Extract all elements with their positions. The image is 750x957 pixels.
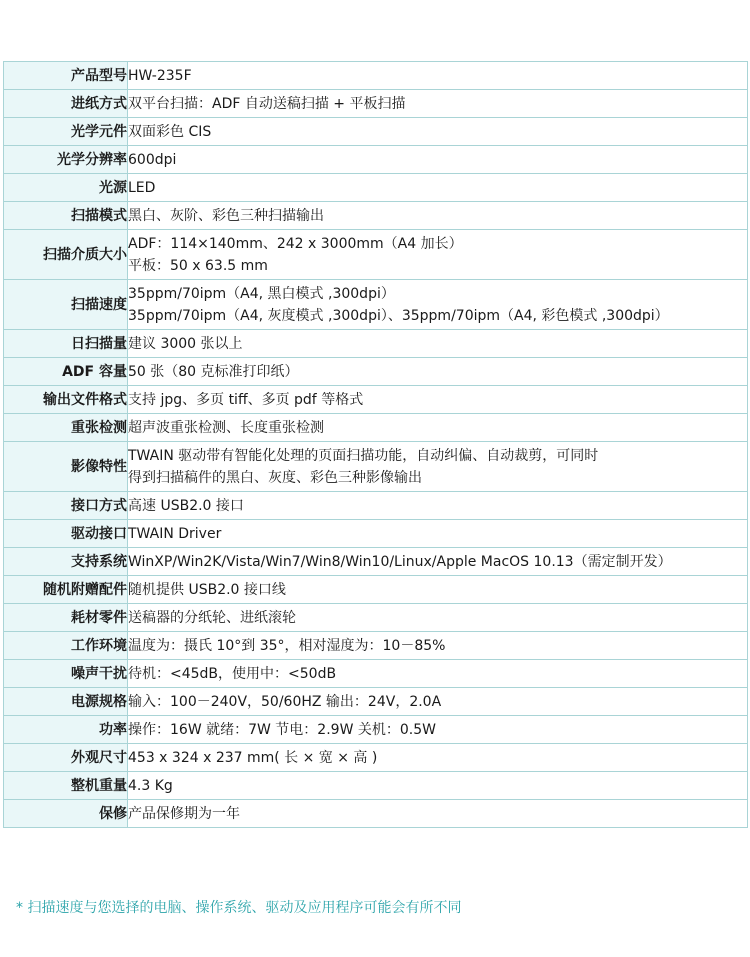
- spec-value: [128, 716, 748, 744]
- spec-label: 日扫描量: [4, 330, 128, 358]
- spec-label: 功率: [4, 716, 128, 744]
- spec-label: 驱动接口: [4, 520, 128, 548]
- spec-value: [128, 90, 748, 118]
- spec-value: [128, 386, 748, 414]
- spec-value: [128, 576, 748, 604]
- spec-value-line: 35ppm/70ipm（A4, 灰度模式 ,300dpi）、35ppm/70ipm（A4, 彩色模式 ,300dpi）: [128, 308, 669, 324]
- spec-value: [128, 492, 748, 520]
- spec-value-line: LED: [128, 180, 156, 196]
- spec-value: [128, 772, 748, 800]
- spec-row: [4, 772, 748, 800]
- spec-value-line: 超声波重张检测、长度重张检测: [128, 420, 324, 436]
- spec-value-line: 600dpi: [128, 152, 177, 168]
- spec-row: [4, 492, 748, 520]
- spec-row: [4, 548, 748, 576]
- spec-label: 外观尺寸: [4, 744, 128, 772]
- spec-label: ADF 容量: [4, 358, 128, 386]
- spec-value-line: 输入：100－240V，50/60HZ 输出：24V，2.0A: [128, 694, 442, 710]
- spec-label: 工作环境: [4, 632, 128, 660]
- spec-value-line: 得到扫描稿件的黑白、灰度、彩色三种影像输出: [128, 470, 422, 486]
- spec-value: [128, 280, 748, 330]
- spec-label: 扫描模式: [4, 202, 128, 230]
- spec-value: [128, 414, 748, 442]
- spec-value: [128, 62, 748, 90]
- spec-row: [4, 62, 748, 90]
- spec-value: [128, 202, 748, 230]
- spec-value: [128, 800, 748, 828]
- spec-value: [128, 146, 748, 174]
- spec-value: [128, 744, 748, 772]
- spec-value-line: 待机：<45dB，使用中：<50dB: [128, 666, 337, 682]
- spec-value-line: 温度为：摄氏 10°到 35°，相对湿度为：10－85%: [128, 638, 446, 654]
- spec-value-line: 双平台扫描：ADF 自动送稿扫描 + 平板扫描: [128, 96, 406, 112]
- spec-label: 产品型号: [4, 62, 128, 90]
- spec-label: 接口方式: [4, 492, 128, 520]
- spec-label: 电源规格: [4, 688, 128, 716]
- spec-label: 扫描速度: [4, 280, 128, 330]
- spec-value-line: 453 x 324 x 237 mm( 长 × 宽 × 高 ): [128, 750, 378, 766]
- spec-value: [128, 358, 748, 386]
- spec-label: 进纸方式: [4, 90, 128, 118]
- spec-row: [4, 800, 748, 828]
- spec-value: [128, 118, 748, 146]
- spec-value: [128, 632, 748, 660]
- spec-row: [4, 202, 748, 230]
- spec-value: [128, 688, 748, 716]
- spec-value: [128, 660, 748, 688]
- spec-row: [4, 660, 748, 688]
- spec-value: [128, 230, 748, 280]
- spec-row: [4, 90, 748, 118]
- spec-row: [4, 280, 748, 330]
- spec-label: 耗材零件: [4, 604, 128, 632]
- spec-value: [128, 548, 748, 576]
- spec-row: [4, 744, 748, 772]
- spec-value-line: 平板：50 x 63.5 mm: [128, 258, 268, 274]
- spec-label: 保修: [4, 800, 128, 828]
- spec-label: 扫描介质大小: [4, 230, 128, 280]
- spec-label: 噪声干扰: [4, 660, 128, 688]
- spec-value-line: 操作：16W 就绪：7W 节电：2.9W 关机：0.5W: [128, 722, 436, 738]
- spec-row: [4, 442, 748, 492]
- spec-value-line: 建议 3000 张以上: [128, 336, 243, 352]
- spec-value-line: 4.3 Kg: [128, 778, 173, 794]
- spec-row: [4, 230, 748, 280]
- spec-value-line: TWAIN 驱动带有智能化处理的页面扫描功能，自动纠偏、自动裁剪，可同时: [128, 448, 599, 464]
- spec-value: [128, 442, 748, 492]
- spec-label: 整机重量: [4, 772, 128, 800]
- spec-value-line: 随机提供 USB2.0 接口线: [128, 582, 286, 598]
- spec-value: [128, 330, 748, 358]
- spec-label: 输出文件格式: [4, 386, 128, 414]
- spec-value-line: HW-235F: [128, 68, 192, 84]
- spec-value: [128, 520, 748, 548]
- spec-value: [128, 174, 748, 202]
- spec-row: [4, 174, 748, 202]
- spec-label: 支持系统: [4, 548, 128, 576]
- spec-value: [128, 604, 748, 632]
- spec-label: 光源: [4, 174, 128, 202]
- spec-value-line: 50 张（80 克标准打印纸）: [128, 364, 299, 380]
- spec-row: [4, 146, 748, 174]
- footnote: * 扫描速度与您选择的电脑、操作系统、驱动及应用程序可能会有所不同: [16, 900, 462, 916]
- spec-row: [4, 604, 748, 632]
- spec-row: [4, 520, 748, 548]
- spec-label: 光学分辨率: [4, 146, 128, 174]
- spec-value-line: 黑白、灰阶、彩色三种扫描输出: [128, 208, 324, 224]
- spec-row: [4, 716, 748, 744]
- spec-row: [4, 330, 748, 358]
- spec-value-line: 产品保修期为一年: [128, 806, 240, 822]
- spec-row: [4, 632, 748, 660]
- spec-row: [4, 386, 748, 414]
- spec-row: [4, 118, 748, 146]
- spec-table-body: [4, 62, 748, 828]
- spec-value-line: 双面彩色 CIS: [128, 124, 212, 140]
- spec-row: [4, 576, 748, 604]
- spec-value-line: 送稿器的分纸轮、进纸滚轮: [128, 610, 296, 626]
- spec-value-line: WinXP/Win2K/Vista/Win7/Win8/Win10/Linux/Apple MacOS 10.13（需定制开发）: [128, 554, 672, 570]
- spec-label: 随机附赠配件: [4, 576, 128, 604]
- spec-row: [4, 358, 748, 386]
- spec-row: [4, 414, 748, 442]
- spec-value-line: 高速 USB2.0 接口: [128, 498, 244, 514]
- spec-value-line: 35ppm/70ipm（A4, 黑白模式 ,300dpi）: [128, 286, 395, 302]
- spec-value-line: TWAIN Driver: [128, 526, 222, 542]
- spec-value-line: 支持 jpg、多页 tiff、多页 pdf 等格式: [128, 392, 364, 408]
- spec-label: 光学元件: [4, 118, 128, 146]
- spec-table: [3, 61, 748, 828]
- spec-value-line: ADF：114×140mm、242 x 3000mm（A4 加长）: [128, 236, 463, 252]
- spec-row: [4, 688, 748, 716]
- spec-label: 影像特性: [4, 442, 128, 492]
- spec-label: 重张检测: [4, 414, 128, 442]
